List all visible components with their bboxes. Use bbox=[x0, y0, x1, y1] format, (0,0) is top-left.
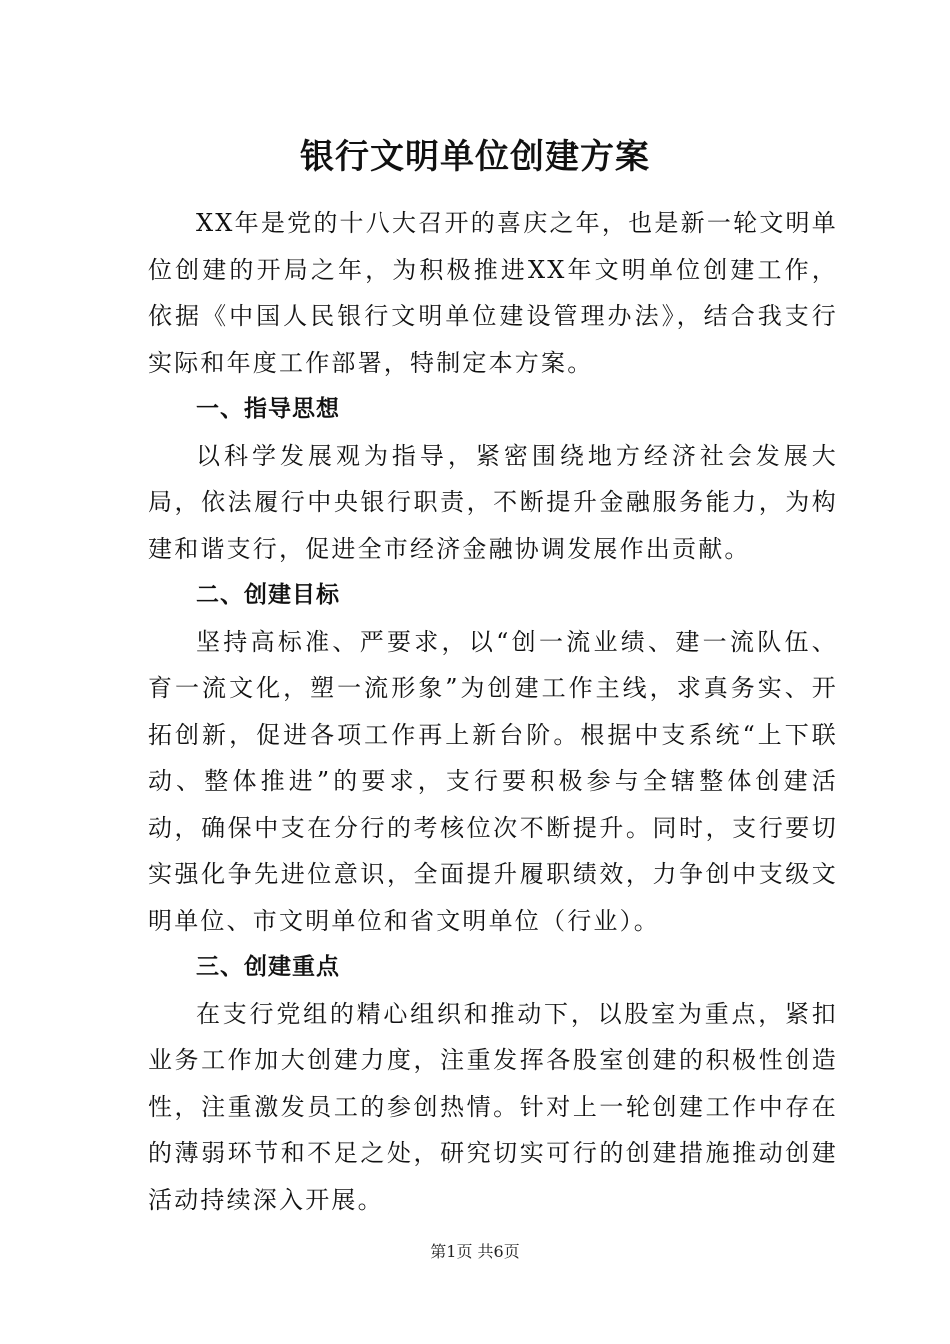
page-footer: 第1页 共6页 bbox=[430, 1242, 520, 1261]
document-title: 银行文明单位创建方案 bbox=[300, 137, 650, 177]
section-heading-goals: 二、创建目标 bbox=[196, 582, 340, 608]
section-heading-focus: 三、创建重点 bbox=[196, 954, 340, 980]
section-body-focus: 在支行党组的精心组织和推动下，以股室为重点，紧扣业务工作加大创建力度，注重发挥各股室创建的积极性创造性，注重激发员工的参创热情。针对上一轮创建工作中存在的薄弱环节和不足之处，研究切实可行的创建措施推动创建活动持续深入开展。 bbox=[148, 999, 838, 1214]
section-body-guiding-thought: 以科学发展观为指导，紧密围绕地方经济社会发展大局，依法履行中央银行职责，不断提升金融服务能力，为构建和谐支行，促进全市经济金融协调发展作出贡献。 bbox=[148, 441, 838, 563]
intro-paragraph: XX年是党的十八大召开的喜庆之年，也是新一轮文明单位创建的开局之年，为积极推进XX年文明单位创建工作，依据《中国人民银行文明单位建设管理办法》，结合我支行实际和年度工作部署，特制定本方案。 bbox=[148, 209, 838, 377]
document-body bbox=[148, 200, 838, 1223]
section-heading-guiding-thought: 一、指导思想 bbox=[196, 396, 340, 422]
section-body-goals: 坚持高标准、严要求，以“创一流业绩、建一流队伍、育一流文化，塑一流形象”为创建工作主线，求真务实、开拓创新，促进各项工作再上新台阶。根据中支系统“上下联动、整体推进”的要求，支行要积极参与全辖整体创建活动，确保中支在分行的考核位次不断提升。同时，支行要切实强化争先进位意识，全面提升履职绩效，力争创中支级文明单位、市文明单位和省文明单位（行业）。 bbox=[148, 627, 838, 935]
